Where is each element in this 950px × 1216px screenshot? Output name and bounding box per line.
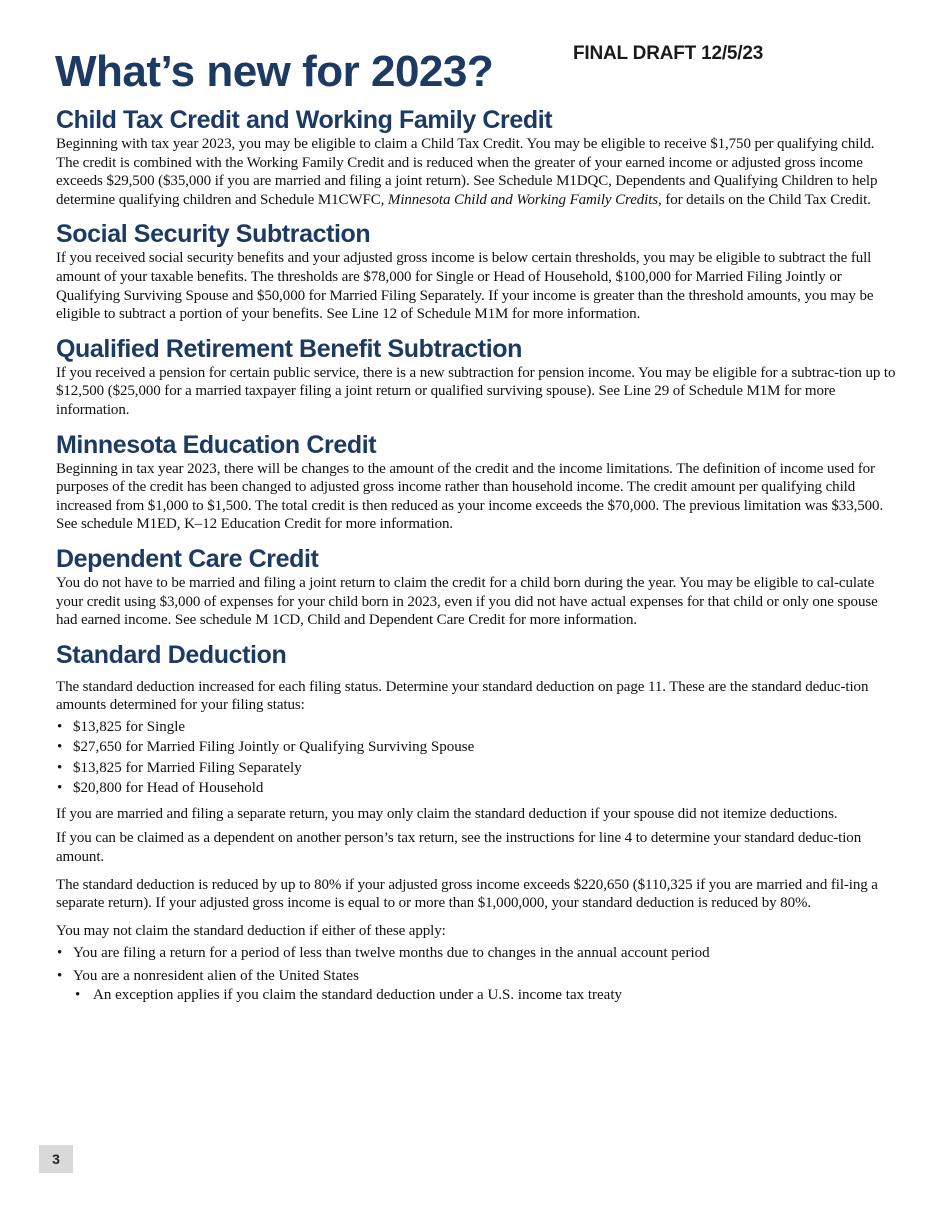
section-social-security: [56, 219, 896, 323]
section-heading: Minnesota Education Credit: [56, 430, 377, 459]
condition-list: [56, 944, 896, 1005]
section-heading: Social Security Subtraction: [56, 220, 371, 249]
sub-list: [73, 986, 896, 1005]
body-text: Beginning with tax year 2023, you may be eligible to claim a Child Tax Credit. You may be eligible to receive $1,750 per qualifying child. The credit is combined with the Working Family Credit and is reduced when the greater of your earned income or adjusted gross income exceeds $29,500 ($35,000 if you are married and filing a joint return). See Schedule M1DQC, Dependents and Qualifying Children to help determine qualifying children and Schedule M1CWFC,: [56, 136, 878, 208]
section-body: The standard deduction increased for each filing status. Determine your standard deduction on page 11. These are the standard deduc-tion amounts determined for your filing status:: [56, 678, 869, 714]
section-heading: Standard Deduction: [56, 640, 287, 669]
paragraph-may-not-claim: You may not claim the standard deduction if either of these apply:: [56, 922, 446, 939]
paragraph-dependent: If you can be claimed as a dependent on another person’s tax return, see the instructions for line 4 to determine your standard deduc-tion amount.: [56, 830, 862, 866]
section-heading: Qualified Retirement Benefit Subtraction: [56, 334, 523, 363]
draft-label: FINAL DRAFT 12/5/23: [573, 43, 764, 64]
body-text: , for details on the Child Tax Credit.: [658, 191, 871, 208]
list-item: • $20,800 for Head of Household: [56, 778, 896, 799]
bullet-icon: •: [57, 780, 63, 797]
deduction-amount-list: [56, 717, 896, 799]
section-standard-deduction: [56, 640, 896, 1006]
list-item: • $13,825 for Single: [56, 717, 896, 738]
section-heading: Child Tax Credit and Working Family Credit: [56, 106, 553, 134]
list-item: • You are a nonresident alien of the United States • An exception applies if you claim the standard deduction under a U.S. income tax treaty: [56, 967, 896, 1005]
list-item: • $13,825 for Married Filing Separately: [56, 758, 896, 779]
section-body: [56, 135, 896, 209]
section-retirement-subtraction: [56, 334, 896, 420]
section-dependent-care: [56, 544, 896, 630]
bullet-icon: •: [57, 945, 63, 962]
schedule-title: Minnesota Child and Working Family Credits: [387, 191, 659, 208]
page-title: What’s new for 2023?: [55, 47, 494, 96]
document-body: [56, 105, 896, 1009]
paragraph-reduction: The standard deduction is reduced by up to 80% if your adjusted gross income exceeds $220,650 ($110,325 if you are married and fil-ing a separate return). If your adjusted gross income is equal to or more than $1,000,000, your standard deduction is reduced by 80%.: [56, 876, 878, 912]
section-body: If you received social security benefits and your adjusted gross income is below certain thresholds, you may be eligible to subtract the full amount of your taxable benefits. The thresholds are $78,000 for Single or Head of Household, $100,000 for Married Filing Jointly or Qualifying Surviving Spouse and $50,000 for Married Filing Separately. If your income is greater than the threshold amounts, you may be eligible to subtract a portion of your benefits. See Line 12 of Schedule M1M for more information.: [56, 250, 874, 323]
bullet-icon: •: [57, 739, 63, 756]
section-education-credit: [56, 430, 896, 534]
section-child-tax-credit: [56, 105, 896, 209]
paragraph-separate-return: If you are married and filing a separate return, you may only claim the standard deduction if your spouse did not itemize deductions.: [56, 805, 838, 822]
bullet-icon: •: [57, 759, 63, 776]
bullet-icon: •: [57, 718, 63, 735]
list-item: • $27,650 for Married Filing Jointly or Qualifying Surviving Spouse: [56, 737, 896, 758]
section-body: Beginning in tax year 2023, there will be changes to the amount of the credit and the income limitations. The definition of income used for purposes of the credit has been changed to adjusted gross income rather than household income. The credit amount per qualifying child increased from $1,000 to $1,500. The total credit is then reduced as your income exceeds the $70,000. The previous limitation was $33,500. See schedule M1ED, K–12 Education Credit for more information.: [56, 460, 884, 533]
list-item: • You are filing a return for a period of less than twelve months due to changes in the annual account period: [57, 945, 710, 962]
page-number: 3: [39, 1145, 73, 1173]
bullet-icon: •: [57, 968, 63, 985]
bullet-icon: •: [75, 987, 81, 1004]
sub-list-item: • An exception applies if you claim the standard deduction under a U.S. income tax treaty: [75, 987, 623, 1004]
section-body: You do not have to be married and filing a joint return to claim the credit for a child born during the year. You may be eligible to cal-culate your credit using $3,000 of expenses for your child born in 2023, even if you did not have actual expenses for that child or only one spouse had earned income. See schedule M 1CD, Child and Dependent Care Credit for more information.: [56, 574, 878, 629]
section-heading: Dependent Care Credit: [56, 544, 319, 573]
section-body: If you received a pension for certain public service, there is a new subtraction for pension income. You may be eligible for a subtrac-tion up to $12,500 ($25,000 for a married taxpayer filing a joint return or qualified surviving spouse). See Line 29 of Schedule M1M for more information.: [56, 364, 896, 418]
